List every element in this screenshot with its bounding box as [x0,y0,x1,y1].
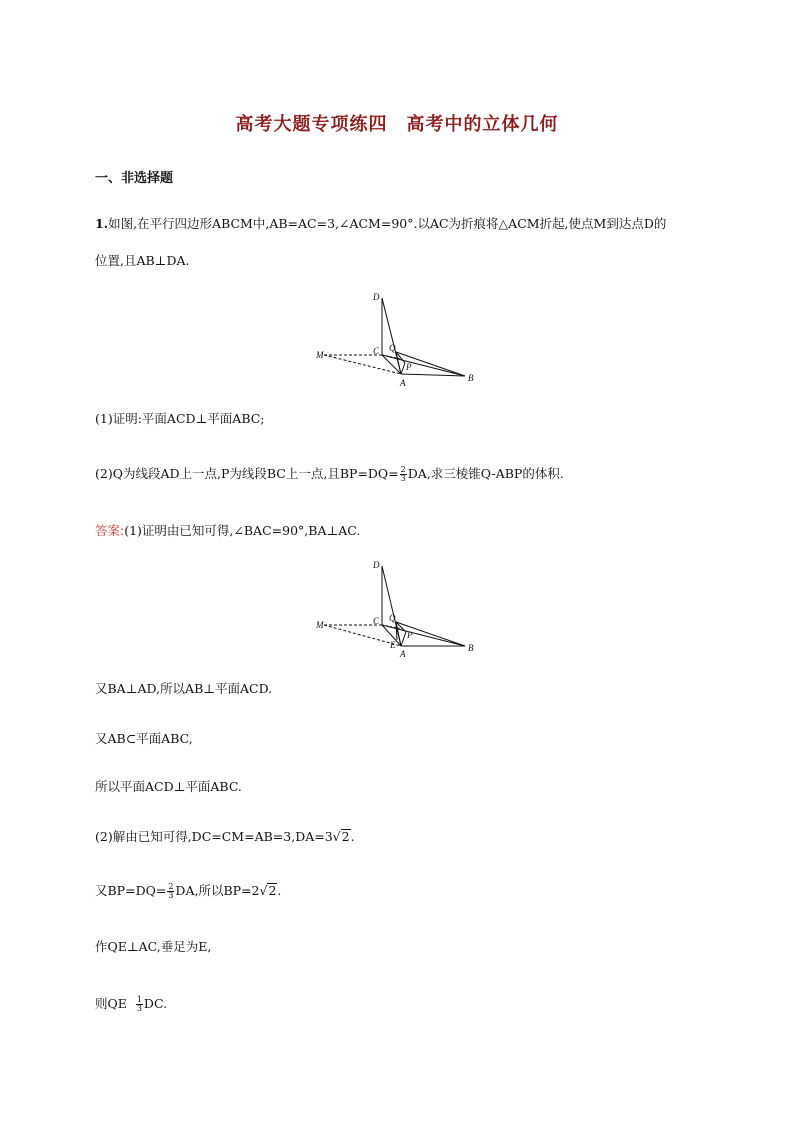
answer-line-6 [95,882,281,900]
edge-ma [324,355,401,374]
answer-text-6b: DA,所以BP=2 [175,883,260,898]
label-e: E [390,640,396,650]
answer-text-6c: . [277,883,282,898]
figure-1 [310,288,490,393]
label-p: P [406,362,412,372]
label-b: B [468,373,474,383]
answer-line-3: 又AB⊂平面ABC, [95,731,193,746]
problem-text-1: 如图,在平行四边形ABCM中,AB=AC=3,∠ACM=90°.以AC为折痕将△ACM折起,使点M到达点D的 [108,216,667,231]
problem-line-2: 位置,且AB⊥DA. [95,253,190,268]
label-c: C [373,616,380,626]
fraction [136,996,143,1013]
answer-label: 答案: [95,523,125,538]
label-m: M [316,620,324,630]
problem-number: 1. [95,216,109,231]
fraction-numerator: 1 [136,995,142,1004]
part-2-text-a: (2)Q为线段AD上一点,P为线段BC上一点,且BP=DQ= [95,466,399,481]
answer-text-8b: DC. [143,996,168,1011]
figure-2 [310,558,490,663]
label-q: Q [389,343,396,353]
label-d: D [373,292,380,302]
edge-ab [401,374,465,376]
answer-text-5a: (2)解由已知可得,DC=CM=AB=3,DA=3 [95,829,333,844]
part-1: (1)证明:平面ACD⊥平面ABC; [95,411,265,426]
answer-line-8 [95,995,167,1013]
fraction-denominator: 3 [400,474,406,483]
label-b: B [468,643,474,653]
label-q: Q [389,613,396,623]
answer-line-4: 所以平面ACD⊥平面ABC. [95,779,242,794]
edge-ap [401,363,405,374]
answer-line-5 [95,828,355,846]
part-2 [95,465,564,483]
answer-text-8a: 则QE [95,996,127,1011]
answer-line-2: 又BA⊥AD,所以AB⊥平面ACD. [95,681,273,696]
edge-ap [401,632,406,646]
label-m: M [316,350,324,360]
answer-text-1: (1)证明由已知可得,∠BAC=90°,BA⊥AC. [124,523,361,538]
fraction-denominator: 3 [136,1004,142,1013]
fraction-numerator: 2 [168,882,174,891]
answer-text-5b: . [350,829,355,844]
page-title: 高考大题专项练四 高考中的立体几何 [235,114,559,135]
sqrt-radicand: 2 [268,883,277,898]
answer-line-1 [95,522,360,540]
label-c: C [373,346,380,356]
fraction-numerator: 2 [400,465,406,474]
label-a: A [400,378,406,388]
part-2-text-b: DA,求三棱锥Q-ABP的体积. [407,466,564,481]
section-heading: 一、非选择题 [95,171,174,186]
fraction-denominator: 3 [168,891,174,900]
sqrt-expression: √2 [332,829,350,844]
answer-line-7: 作QE⊥AC,垂足为E, [95,939,212,954]
sqrt-radicand: 2 [341,829,350,844]
answer-text-6a: 又BP=DQ= [95,883,167,898]
fraction [400,466,407,483]
label-a: A [400,649,406,659]
fraction [167,883,174,900]
problem-line-1 [95,215,666,233]
sqrt-expression: √2 [259,883,277,898]
label-p: P [407,630,413,640]
label-d: D [373,560,380,570]
